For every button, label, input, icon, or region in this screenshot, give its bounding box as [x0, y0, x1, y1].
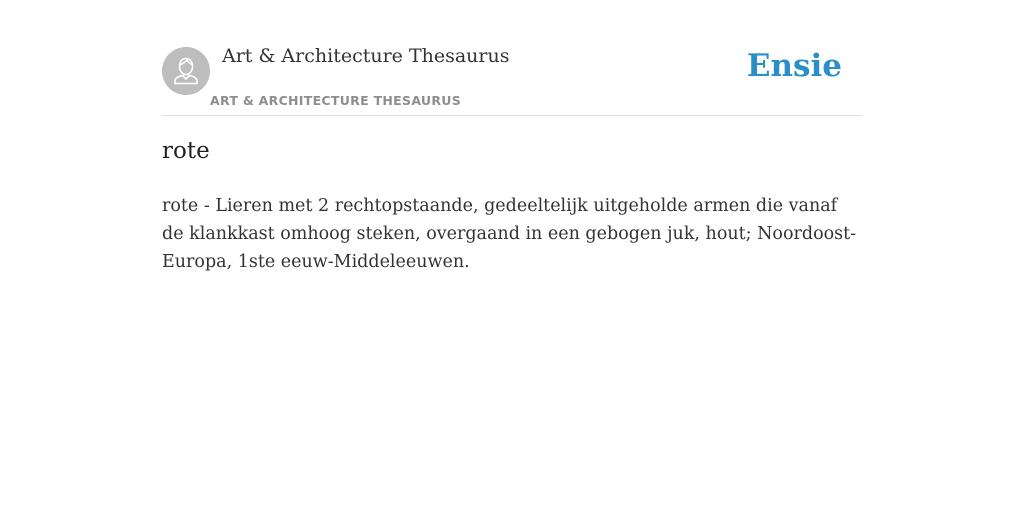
- source-label: ART & ARCHITECTURE THESAURUS: [210, 93, 462, 108]
- entry-header: [162, 0, 862, 116]
- entry-definition: rote - Lieren met 2 rechtopstaande, gedeeltelijk uitgeholde armen die vanaf de klankkast omhoog steken, overgaand in een gebogen juk, hout; Noordoost-Europa, 1ste eeuw-Middeleeuwen.: [162, 196, 857, 272]
- ensie-logo[interactable]: Ensie: [746, 48, 842, 84]
- entry-term: rote: [162, 138, 210, 164]
- user-icon: [162, 47, 210, 95]
- author-name-link[interactable]: Art & Architecture Thesaurus: [222, 45, 510, 67]
- content-container: [162, 0, 862, 272]
- avatar[interactable]: [162, 47, 210, 95]
